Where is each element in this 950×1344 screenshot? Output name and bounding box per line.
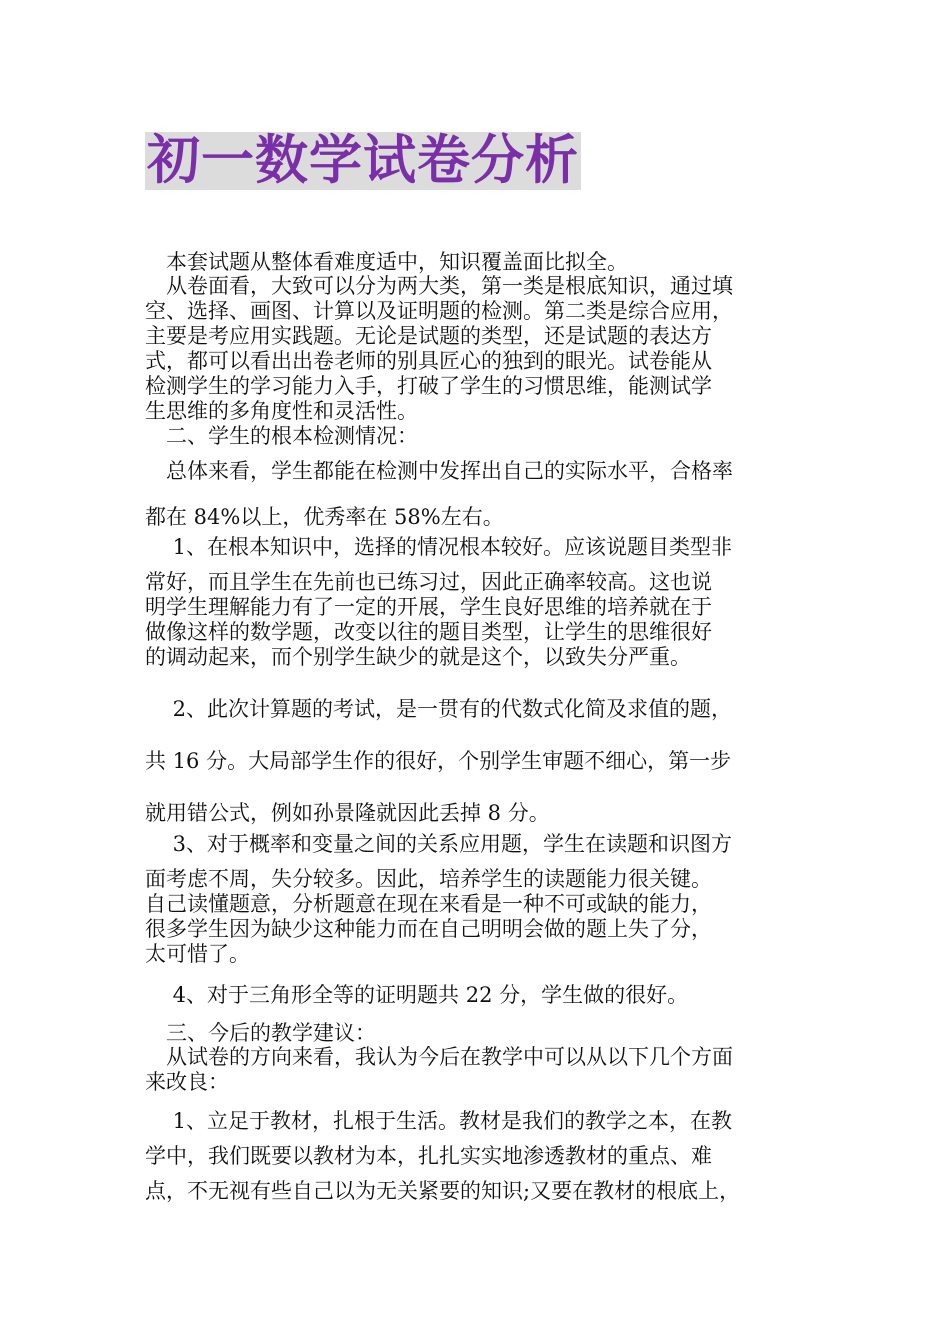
text-line: 面考虑不周，失分较多。因此，培养学生的读题能力很关键。 — [145, 867, 712, 891]
text-line: 从卷面看，大致可以分为两大类，第一类是根底知识，通过填 — [145, 274, 733, 298]
text-line: 4、对于三角形全等的证明题共 22 分，学生做的很好。 — [145, 983, 689, 1007]
text-line: 式，都可以看出出卷老师的别具匠心的独到的眼光。试卷能从 — [145, 349, 712, 373]
text-line: 常好，而且学生在先前也已练习过，因此正确率较高。这也说 — [145, 570, 712, 594]
paragraph-suggestion-1 — [145, 1104, 810, 1209]
text-line: 共 16 分。大局部学生作的很好，个别学生审题不细心，第一步 — [145, 749, 732, 773]
text-line: 很多学生因为缺少这种能力而在自己明明会做的题上失了分， — [145, 917, 712, 941]
text-line: 三、今后的教学建议： — [145, 1021, 376, 1045]
paragraph-point-1 — [145, 535, 810, 670]
section-heading-2 — [145, 424, 810, 449]
text-line: 就用错公式，例如孙景隆就因此丢掉 8 分。 — [145, 801, 550, 825]
paragraph-pass-rate — [145, 448, 810, 540]
paragraph-point-2 — [145, 683, 810, 839]
paragraph-point-3 — [145, 832, 810, 967]
text-line: 空、选择、画图、计算以及证明题的检测。第二类是综合应用， — [145, 299, 733, 323]
paragraph-suggestion-intro — [145, 1045, 810, 1095]
text-line: 的调动起来，而个别学生缺少的就是这个，以致失分严重。 — [145, 645, 691, 669]
text-line: 太可惜了。 — [145, 942, 250, 966]
text-line: 3、对于概率和变量之间的关系应用题，学生在读题和识图方 — [145, 832, 733, 856]
text-line: 总体来看，学生都能在检测中发挥出自己的实际水平，合格率 — [145, 459, 733, 483]
text-line: 主要是考应用实践题。无论是试题的类型，还是试题的表达方 — [145, 324, 712, 348]
text-line: 都在 84%以上，优秀率在 58%左右。 — [145, 505, 504, 529]
text-line: 1、在根本知识中，选择的情况根本较好。应该说题目类型非 — [145, 535, 733, 559]
text-line: 学中，我们既要以教材为本，扎扎实实地渗透教材的重点、难 — [145, 1144, 712, 1168]
section-heading-3 — [145, 1021, 810, 1046]
text-line: 二、学生的根本检测情况： — [145, 424, 418, 448]
text-line: 自己读懂题意，分析题意在现在来看是一种不可或缺的能力， — [145, 892, 712, 916]
text-line: 做像这样的数学题，改变以往的题目类型，让学生的思维很好 — [145, 620, 712, 644]
text-line: 从试卷的方向来看，我认为今后在教学中可以从以下几个方面 — [145, 1045, 733, 1069]
text-line: 检测学生的学习能力入手，打破了学生的习惯思维，能测试学 — [145, 374, 712, 398]
text-line: 2、此次计算题的考试，是一贯有的代数式化简及求值的题， — [145, 697, 733, 721]
text-line: 1、立足于教材，扎根于生活。教材是我们的教学之本，在教 — [145, 1109, 733, 1133]
text-line: 本套试题从整体看难度适中，知识覆盖面比拟全。 — [145, 250, 628, 274]
text-line: 来改良： — [145, 1070, 229, 1094]
paragraph-point-4 — [145, 983, 810, 1008]
text-line: 明学生理解能力有了一定的开展，学生良好思维的培养就在于 — [145, 595, 712, 619]
paragraph-overview — [145, 250, 810, 275]
paragraph-structure — [145, 274, 810, 424]
text-line: 生思维的多角度性和灵活性。 — [145, 399, 418, 423]
text-line: 点，不无视有些自己以为无关紧要的知识;又要在教材的根底上， — [145, 1179, 741, 1203]
document-title: 初一数学试卷分析 — [147, 130, 579, 191]
